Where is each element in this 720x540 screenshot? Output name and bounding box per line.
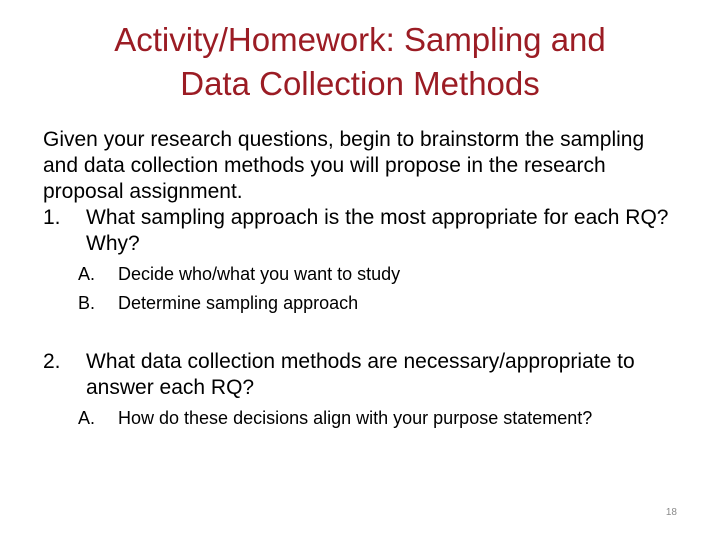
sub-item-1a [78, 263, 678, 285]
list-marker-1: 1. [43, 206, 61, 229]
sub-marker-1a: A. [78, 264, 96, 284]
sub-list-2 [78, 407, 683, 429]
list-spacer [43, 321, 683, 349]
page-number: 18 [665, 507, 677, 518]
sub-marker-2a: A. [78, 408, 96, 428]
sub-item-1a-text: Decide who/what you want to study [118, 264, 401, 284]
sub-item-1b-text: Determine sampling approach [118, 293, 359, 313]
numbered-list [43, 205, 683, 429]
sub-item-2a-text: How do these decisions align with your purpose statement? [118, 408, 593, 428]
sub-item-1b [78, 292, 678, 314]
list-item-1 [43, 205, 683, 314]
list-item-2 [43, 349, 683, 429]
sub-item-2a [78, 407, 678, 429]
list-marker-2: 2. [43, 350, 61, 373]
intro-paragraph: Given your research questions, begin to brainstorm the sampling and data collection methods you will propose in the research proposal assignment. [43, 128, 645, 203]
slide-body [43, 127, 683, 436]
slide-title-line-1: Activity/Homework: Sampling and [114, 21, 606, 58]
sub-marker-1b: B. [78, 293, 96, 313]
slide-title [40, 18, 680, 106]
list-item-2-text: What data collection methods are necessary/appropriate to answer each RQ? [86, 350, 635, 399]
list-item-1-text: What sampling approach is the most appropriate for each RQ? Why? [86, 206, 669, 255]
slide-title-line-2: Data Collection Methods [180, 65, 540, 102]
sub-list-1 [78, 263, 683, 314]
